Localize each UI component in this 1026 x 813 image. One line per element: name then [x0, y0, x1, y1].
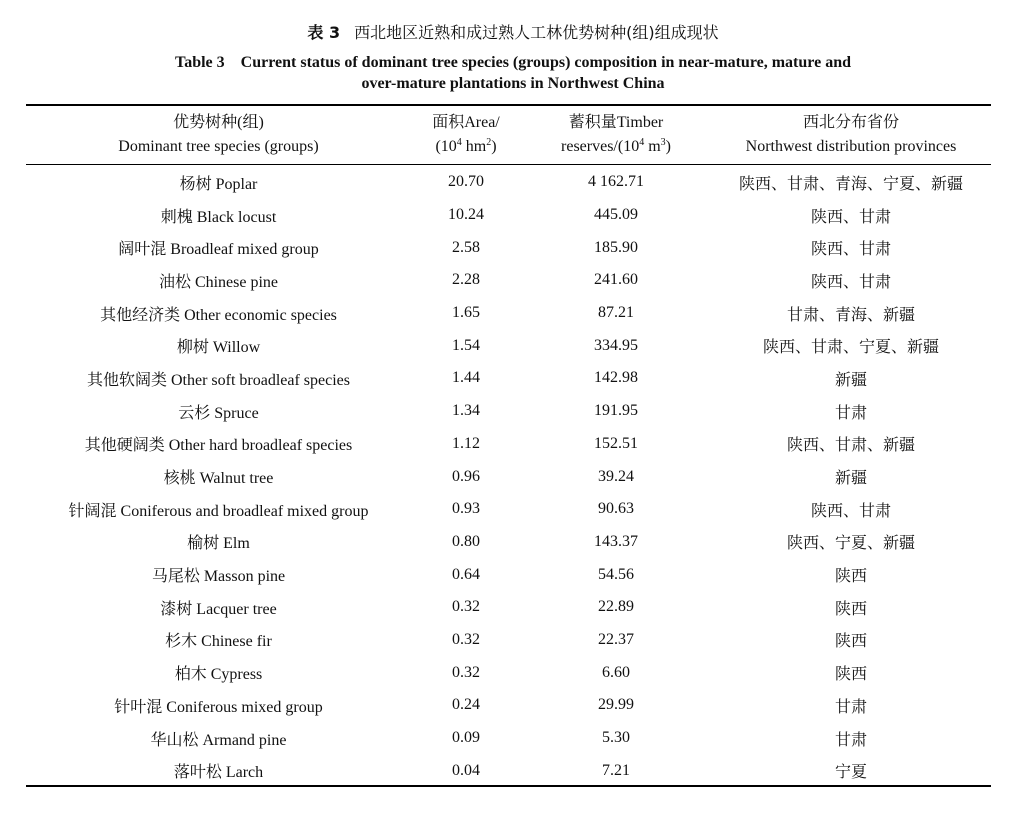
table-row	[26, 526, 991, 559]
provinces-cell: 陕西、甘肃	[810, 500, 891, 520]
provinces-cell: 陕西	[834, 566, 867, 586]
table-caption-cn	[0, 20, 1026, 43]
reserves-cell: 142.98	[594, 369, 638, 387]
reserves-cell: 39.24	[598, 467, 634, 485]
table-row	[26, 329, 991, 362]
reserves-cell: 29.99	[598, 696, 634, 714]
table-row	[26, 722, 991, 755]
reserves-cell: 22.89	[598, 598, 634, 616]
area-cell: 0.04	[452, 761, 480, 779]
reserves-cell: 143.37	[594, 532, 638, 550]
reserves-cell: 22.37	[598, 630, 634, 648]
header-area: 面积Area/ ($10^4$ $hm^2$)	[432, 114, 500, 155]
area-cell: 0.09	[452, 729, 480, 747]
table-row	[26, 460, 991, 493]
provinces-cell: 新疆	[834, 468, 867, 488]
area-cell: 0.64	[452, 565, 480, 583]
area-cell: 0.80	[452, 532, 480, 550]
table-number-en: Table 3	[174, 54, 225, 71]
provinces-cell: 陕西	[834, 631, 867, 651]
species-cell: 华山松 Armand pine	[150, 731, 287, 749]
provinces-cell: 甘肃、青海、新疆	[786, 304, 915, 324]
table-row	[26, 624, 991, 657]
area-cell: 0.93	[452, 500, 480, 518]
provinces-cell: 陕西、甘肃	[810, 206, 891, 226]
table-caption-en	[0, 52, 1026, 94]
provinces-cell: 甘肃	[834, 402, 867, 422]
reserves-cell: 7.21	[602, 761, 630, 779]
table-row	[26, 164, 991, 199]
species-cell: 刺槐 Black locust	[160, 208, 277, 226]
table-title-en-line2: over-mature plantations in Northwest China	[361, 75, 665, 92]
table-row	[26, 395, 991, 428]
reserves-cell: 334.95	[594, 336, 638, 354]
area-cell: 1.44	[452, 369, 480, 387]
species-cell: 榆树 Elm	[187, 535, 250, 553]
provinces-cell: 陕西、甘肃	[810, 271, 891, 291]
header-reserves: 蓄积量Timber reserves/($10^4$ $m^3$)	[561, 114, 671, 155]
provinces-cell: 陕西、甘肃、宁夏、新疆	[762, 337, 939, 357]
table-row	[26, 199, 991, 232]
species-cell: 针叶混 Coniferous mixed group	[114, 698, 323, 716]
table-row	[26, 656, 991, 689]
provinces-cell: 陕西	[834, 598, 867, 618]
species-cell: 柏木 Cypress	[174, 666, 263, 684]
provinces-cell: 陕西、甘肃、新疆	[786, 435, 915, 455]
reserves-cell: 152.51	[594, 434, 638, 452]
area-cell: 0.32	[452, 663, 480, 681]
table-row	[26, 591, 991, 624]
reserves-cell: 90.63	[598, 500, 634, 518]
table-row	[26, 428, 991, 461]
species-cell: 云杉 Spruce	[178, 404, 259, 422]
reserves-cell: 4 162.71	[588, 173, 644, 191]
area-cell: 20.70	[448, 173, 484, 191]
table-header-row	[26, 106, 991, 164]
species-cell: 落叶松 Larch	[173, 764, 264, 782]
area-cell: 1.54	[452, 336, 480, 354]
table-number-cn: 表 3	[307, 23, 341, 42]
area-cell: 1.34	[452, 402, 480, 420]
area-cell: 0.32	[452, 598, 480, 616]
area-cell: 2.28	[452, 271, 480, 289]
reserves-cell: 191.95	[594, 402, 638, 420]
species-cell: 其他硬阔类 Other hard broadleaf species	[84, 437, 353, 455]
reserves-cell: 87.21	[598, 304, 634, 322]
reserves-cell: 445.09	[594, 206, 638, 224]
table-row	[26, 558, 991, 591]
species-cell: 杉木 Chinese fir	[165, 633, 272, 651]
species-cell: 马尾松 Masson pine	[151, 568, 286, 586]
provinces-cell: 甘肃	[834, 696, 867, 716]
table-row	[26, 493, 991, 526]
reserves-cell: 54.56	[598, 565, 634, 583]
species-cell: 其他经济类 Other economic species	[100, 306, 337, 324]
provinces-cell: 陕西	[834, 664, 867, 684]
provinces-cell: 陕西、甘肃	[810, 239, 891, 259]
header-provinces: 西北分布省份 Northwest distribution provinces	[745, 114, 957, 155]
species-cell: 核桃 Walnut tree	[163, 470, 274, 488]
reserves-cell: 185.90	[594, 238, 638, 256]
species-cell: 杨树 Poplar	[179, 175, 258, 193]
area-cell: 0.32	[452, 630, 480, 648]
area-cell: 2.58	[452, 238, 480, 256]
area-cell: 0.24	[452, 696, 480, 714]
reserves-cell: 241.60	[594, 271, 638, 289]
area-cell: 10.24	[448, 206, 484, 224]
provinces-cell: 陕西、宁夏、新疆	[786, 533, 915, 553]
species-cell: 柳树 Willow	[176, 339, 261, 357]
species-cell: 阔叶混 Broadleaf mixed group	[118, 241, 319, 259]
provinces-cell: 宁夏	[834, 762, 867, 782]
table-title-cn: 西北地区近熟和成过熟人工林优势树种(组)组成现状	[354, 23, 719, 42]
species-cell: 其他软阔类 Other soft broadleaf species	[86, 371, 351, 389]
table-row	[26, 362, 991, 395]
area-cell: 1.12	[452, 434, 480, 452]
table-row	[26, 689, 991, 722]
species-cell: 针阔混 Coniferous and broadleaf mixed group	[68, 502, 369, 520]
table-row	[26, 754, 991, 787]
reserves-cell: 6.60	[602, 663, 630, 681]
species-table	[26, 106, 991, 787]
area-cell: 1.65	[452, 304, 480, 322]
table-row	[26, 231, 991, 264]
species-cell: 油松 Chinese pine	[158, 273, 279, 291]
provinces-cell: 新疆	[834, 369, 867, 389]
header-species: 优势树种(组) Dominant tree species (groups)	[118, 114, 319, 155]
reserves-cell: 5.30	[602, 729, 630, 747]
provinces-cell: 陕西、甘肃、青海、宁夏、新疆	[738, 173, 963, 193]
species-cell: 漆树 Lacquer tree	[160, 600, 277, 618]
table-row	[26, 297, 991, 330]
table-title-en-line1: Table 3 Current status of dominant tree species (groups) composition in near-mature, mature and	[174, 54, 851, 71]
table-row	[26, 264, 991, 297]
provinces-cell: 甘肃	[834, 729, 867, 749]
area-cell: 0.96	[452, 467, 480, 485]
